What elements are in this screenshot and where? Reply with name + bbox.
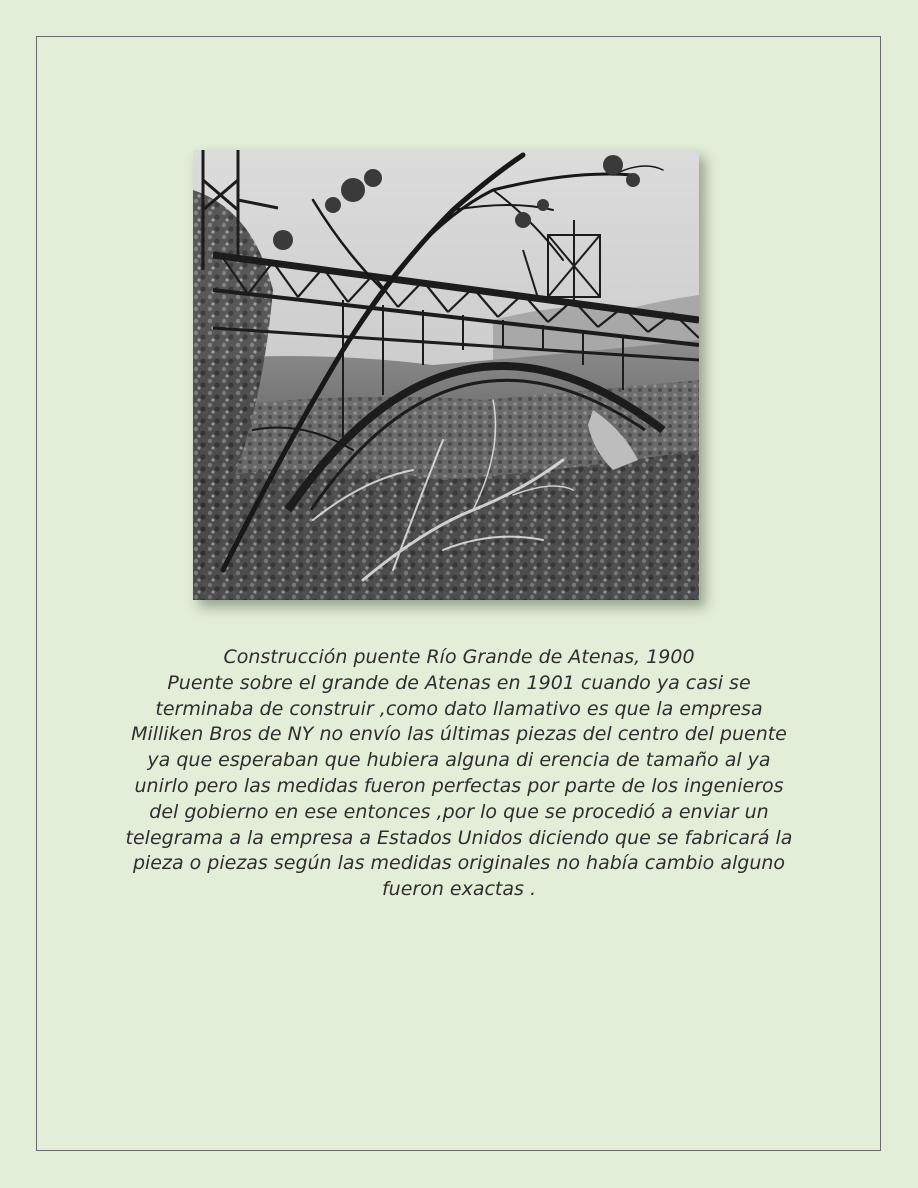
- photo-caption: [118, 645, 800, 903]
- bridge-photo: [193, 150, 699, 600]
- caption-body: Puente sobre el grande de Atenas en 1901 cuando ya casi se terminaba de construir ,como dato llamativo es que la empresa Milliken Bros de NY no envío las últimas piezas del centro del puente ya que esperaban que hubiera alguna di erencia de tamaño al ya unirlo pero las medidas fueron perfectas por parte de los ingenieros del gobierno en ese entonces ,por lo que se procedió a enviar un telegrama a la empresa a Estados Unidos diciendo que se fabricará la pieza o piezas según las medidas originales no había cambio alguno fueron exactas .: [125, 671, 793, 901]
- caption-title: Construcción puente Río Grande de Atenas, 1900: [223, 646, 695, 668]
